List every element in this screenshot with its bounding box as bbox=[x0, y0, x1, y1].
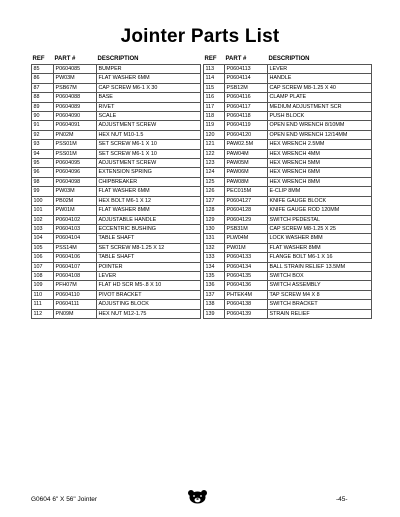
ref-cell: 132 bbox=[204, 243, 225, 252]
description-cell: SWITCH BRACKET bbox=[268, 300, 372, 309]
description-cell: EXTENSION SPRING bbox=[97, 168, 201, 177]
description-cell: LOCK WASHER 8MM bbox=[268, 234, 372, 243]
description-cell: FLAT HD SCR M5-.8 X 10 bbox=[97, 281, 201, 290]
table-row bbox=[204, 253, 372, 262]
table-row bbox=[204, 243, 372, 252]
description-cell: STRAIN RELIEF bbox=[268, 309, 372, 318]
table-row bbox=[204, 234, 372, 243]
description-cell: TABLE SHAFT bbox=[97, 253, 201, 262]
description-cell: FLAT WASHER 6MM bbox=[97, 74, 201, 83]
description-cell: HEX BOLT M6-1 X 12 bbox=[97, 196, 201, 205]
ref-cell: 129 bbox=[204, 215, 225, 224]
description-cell: FLAT WASHER 8MM bbox=[268, 243, 372, 252]
ref-cell: 93 bbox=[32, 140, 54, 149]
description-cell: ADJUSTMENT SCREW bbox=[97, 121, 201, 130]
description-header: DESCRIPTION bbox=[97, 56, 139, 63]
part-number-cell: P0604108 bbox=[54, 271, 97, 280]
part-number-cell: PN02M bbox=[54, 130, 97, 139]
part-number-cell: P0604098 bbox=[54, 177, 97, 186]
description-cell: SET SCREW M8-1.25 X 12 bbox=[97, 243, 201, 252]
part-number-cell: PAW05M bbox=[225, 159, 268, 168]
ref-cell: 134 bbox=[204, 262, 225, 271]
part-number-cell: P0604096 bbox=[54, 168, 97, 177]
part-number-cell: PSS01M bbox=[54, 140, 97, 149]
part-number-cell: P0604103 bbox=[54, 224, 97, 233]
table-row bbox=[32, 83, 201, 92]
description-cell: LEVER bbox=[268, 65, 372, 74]
part-number-cell: P0604107 bbox=[54, 262, 97, 271]
table-row bbox=[32, 206, 201, 215]
table-row bbox=[32, 74, 201, 83]
table-row bbox=[32, 93, 201, 102]
bear-logo-icon bbox=[187, 489, 208, 504]
part-number-cell: P0604129 bbox=[225, 215, 268, 224]
part-number-cell: P0604139 bbox=[225, 309, 268, 318]
part-number-cell: PN09M bbox=[54, 309, 97, 318]
ref-cell: 124 bbox=[204, 168, 225, 177]
part-number-cell: P0604095 bbox=[54, 159, 97, 168]
table-row bbox=[204, 309, 372, 318]
ref-cell: 128 bbox=[204, 206, 225, 215]
description-cell: CAP SCREW M8-1.25 X 40 bbox=[268, 83, 372, 92]
description-cell: CHIPBREAKER bbox=[97, 177, 201, 186]
ref-cell: 106 bbox=[32, 253, 54, 262]
table-row bbox=[32, 168, 201, 177]
part-number-cell: PAW02.5M bbox=[225, 140, 268, 149]
part-header: PART # bbox=[54, 56, 76, 63]
ref-cell: 98 bbox=[32, 177, 54, 186]
ref-cell: 123 bbox=[204, 159, 225, 168]
part-number-cell: P0604111 bbox=[54, 300, 97, 309]
ref-cell: 110 bbox=[32, 290, 54, 299]
part-number-cell: PB02M bbox=[54, 196, 97, 205]
ref-cell: 139 bbox=[204, 309, 225, 318]
table-row bbox=[204, 159, 372, 168]
ref-cell: 92 bbox=[32, 130, 54, 139]
part-number-cell: P0604114 bbox=[225, 74, 268, 83]
table-row bbox=[204, 281, 372, 290]
description-cell: PUSH BLOCK bbox=[268, 112, 372, 121]
table-row bbox=[32, 243, 201, 252]
table-row bbox=[32, 102, 201, 111]
parts-table-left bbox=[31, 55, 201, 319]
table-row bbox=[32, 130, 201, 139]
ref-cell: 126 bbox=[204, 187, 225, 196]
part-number-cell: P0604116 bbox=[225, 93, 268, 102]
part-number-cell: P0604117 bbox=[225, 102, 268, 111]
ref-cell: 109 bbox=[32, 281, 54, 290]
description-cell: HEX WRENCH 5MM bbox=[268, 159, 372, 168]
description-header: DESCRIPTION bbox=[268, 56, 310, 63]
table-row bbox=[32, 121, 201, 130]
table-row bbox=[204, 93, 372, 102]
part-number-cell: PLW04M bbox=[225, 234, 268, 243]
description-cell: FLAT WASHER 8MM bbox=[97, 206, 201, 215]
part-number-cell: P0604127 bbox=[225, 196, 268, 205]
table-row bbox=[204, 290, 372, 299]
description-cell: HEX NUT M12-1.75 bbox=[97, 309, 201, 318]
ref-cell: 88 bbox=[32, 93, 54, 102]
part-number-cell: P0604134 bbox=[225, 262, 268, 271]
table-row bbox=[32, 290, 201, 299]
part-number-cell: P0604090 bbox=[54, 112, 97, 121]
ref-cell: 133 bbox=[204, 253, 225, 262]
ref-header: REF bbox=[32, 56, 45, 63]
ref-cell: 131 bbox=[204, 234, 225, 243]
ref-cell: 114 bbox=[204, 74, 225, 83]
part-number-cell: PSS01M bbox=[54, 149, 97, 158]
part-number-cell: PAW06M bbox=[225, 168, 268, 177]
part-number-cell: PW01M bbox=[54, 206, 97, 215]
ref-cell: 137 bbox=[204, 290, 225, 299]
part-header: PART # bbox=[225, 56, 247, 63]
part-number-cell: PAW04M bbox=[225, 149, 268, 158]
ref-cell: 104 bbox=[32, 234, 54, 243]
ref-cell: 103 bbox=[32, 224, 54, 233]
description-cell: CAP SCREW M8-1.25 X 25 bbox=[268, 224, 372, 233]
description-cell: HEX WRENCH 4MM bbox=[268, 149, 372, 158]
part-number-cell: PEC015M bbox=[225, 187, 268, 196]
ref-cell: 138 bbox=[204, 300, 225, 309]
part-number-cell: PHTEK4M bbox=[225, 290, 268, 299]
table-row bbox=[32, 300, 201, 309]
ref-cell: 100 bbox=[32, 196, 54, 205]
table-row bbox=[204, 300, 372, 309]
description-cell: SET SCREW M6-1 X 10 bbox=[97, 149, 201, 158]
parts-table-right bbox=[203, 55, 372, 319]
ref-cell: 113 bbox=[204, 65, 225, 74]
footer-model: G0604 6" X 56" Jointer bbox=[31, 496, 98, 503]
ref-header: REF bbox=[204, 56, 217, 63]
description-cell: OPEN END WRENCH 12/14MM bbox=[268, 130, 372, 139]
table-row bbox=[204, 149, 372, 158]
part-number-cell: PW03M bbox=[54, 74, 97, 83]
table-row bbox=[32, 281, 201, 290]
page-title: Jointer Parts List bbox=[120, 26, 280, 47]
description-cell: HEX WRENCH 6MM bbox=[268, 168, 372, 177]
table-row bbox=[204, 187, 372, 196]
table-row bbox=[32, 187, 201, 196]
description-cell: SWITCH BOX bbox=[268, 271, 372, 280]
description-cell: SET SCREW M6-1 X 10 bbox=[97, 140, 201, 149]
ref-cell: 102 bbox=[32, 215, 54, 224]
description-cell: CAP SCREW M6-1 X 30 bbox=[97, 83, 201, 92]
page-number: -45- bbox=[336, 496, 348, 503]
ref-cell: 99 bbox=[32, 187, 54, 196]
description-cell: FLANGE BOLT M6-1 X 16 bbox=[268, 253, 372, 262]
table-row bbox=[32, 234, 201, 243]
table-row bbox=[32, 177, 201, 186]
ref-cell: 91 bbox=[32, 121, 54, 130]
table-row bbox=[204, 215, 372, 224]
ref-cell: 108 bbox=[32, 271, 54, 280]
part-number-cell: PAW08M bbox=[225, 177, 268, 186]
ref-cell: 94 bbox=[32, 149, 54, 158]
description-cell: ADJUSTABLE HANDLE bbox=[97, 215, 201, 224]
part-number-cell: P0604088 bbox=[54, 93, 97, 102]
part-number-cell: PSS14M bbox=[54, 243, 97, 252]
part-number-cell: P0604128 bbox=[225, 206, 268, 215]
table-header-row bbox=[204, 55, 372, 65]
table-row bbox=[204, 102, 372, 111]
description-cell: E-CLIP 8MM bbox=[268, 187, 372, 196]
ref-cell: 115 bbox=[204, 83, 225, 92]
ref-cell: 90 bbox=[32, 112, 54, 121]
table-row bbox=[32, 196, 201, 205]
description-cell: HANDLE bbox=[268, 74, 372, 83]
table-row bbox=[32, 65, 201, 74]
table-header-row bbox=[32, 55, 201, 65]
ref-cell: 96 bbox=[32, 168, 54, 177]
description-cell: BASE bbox=[97, 93, 201, 102]
description-cell: KNIFE GAUGE ROD 120MM bbox=[268, 206, 372, 215]
part-number-cell: P0604136 bbox=[225, 281, 268, 290]
part-number-cell: PSB31M bbox=[225, 224, 268, 233]
part-number-cell: P0604118 bbox=[225, 112, 268, 121]
description-cell: SWITCH ASSEMBLY bbox=[268, 281, 372, 290]
part-number-cell: P0604110 bbox=[54, 290, 97, 299]
table-row bbox=[204, 65, 372, 74]
part-number-cell: PSB12M bbox=[225, 83, 268, 92]
table-row bbox=[204, 196, 372, 205]
part-number-cell: PSB67M bbox=[54, 83, 97, 92]
ref-cell: 117 bbox=[204, 102, 225, 111]
table-row bbox=[32, 253, 201, 262]
table-row bbox=[32, 112, 201, 121]
part-number-cell: P0604119 bbox=[225, 121, 268, 130]
table-row bbox=[204, 83, 372, 92]
table-row bbox=[32, 215, 201, 224]
ref-cell: 111 bbox=[32, 300, 54, 309]
ref-cell: 87 bbox=[32, 83, 54, 92]
ref-cell: 112 bbox=[32, 309, 54, 318]
table-row bbox=[204, 140, 372, 149]
description-cell: SWITCH PEDESTAL bbox=[268, 215, 372, 224]
ref-cell: 105 bbox=[32, 243, 54, 252]
ref-cell: 122 bbox=[204, 149, 225, 158]
part-number-cell: P0604085 bbox=[54, 65, 97, 74]
part-number-cell: P0604089 bbox=[54, 102, 97, 111]
part-number-cell: P0604113 bbox=[225, 65, 268, 74]
ref-cell: 130 bbox=[204, 224, 225, 233]
ref-cell: 95 bbox=[32, 159, 54, 168]
part-number-cell: PW01M bbox=[225, 243, 268, 252]
description-cell: HEX NUT M10-1.5 bbox=[97, 130, 201, 139]
part-number-cell: P0604091 bbox=[54, 121, 97, 130]
table-row bbox=[204, 224, 372, 233]
ref-cell: 136 bbox=[204, 281, 225, 290]
part-number-cell: P0604138 bbox=[225, 300, 268, 309]
part-number-cell: P0604102 bbox=[54, 215, 97, 224]
description-cell: ECCENTRIC BUSHING bbox=[97, 224, 201, 233]
ref-cell: 135 bbox=[204, 271, 225, 280]
description-cell: TAP SCREW M4 X 8 bbox=[268, 290, 372, 299]
part-number-cell: P0604133 bbox=[225, 253, 268, 262]
ref-cell: 101 bbox=[32, 206, 54, 215]
description-cell: ADJUSTMENT SCREW bbox=[97, 159, 201, 168]
table-row bbox=[204, 262, 372, 271]
table-row bbox=[32, 149, 201, 158]
ref-cell: 119 bbox=[204, 121, 225, 130]
description-cell: LEVER bbox=[97, 271, 201, 280]
table-row bbox=[204, 177, 372, 186]
ref-cell: 120 bbox=[204, 130, 225, 139]
ref-cell: 121 bbox=[204, 140, 225, 149]
table-row bbox=[32, 140, 201, 149]
ref-cell: 85 bbox=[32, 65, 54, 74]
description-cell: KNIFE GAUGE BLOCK bbox=[268, 196, 372, 205]
part-number-cell: PW03M bbox=[54, 187, 97, 196]
part-number-cell: P0604106 bbox=[54, 253, 97, 262]
part-number-cell: P0604135 bbox=[225, 271, 268, 280]
ref-cell: 86 bbox=[32, 74, 54, 83]
table-row bbox=[204, 121, 372, 130]
ref-cell: 125 bbox=[204, 177, 225, 186]
table-row bbox=[204, 130, 372, 139]
description-cell: CLAMP PLATE bbox=[268, 93, 372, 102]
table-row bbox=[32, 271, 201, 280]
table-row bbox=[32, 224, 201, 233]
description-cell: PIVOT BRACKET bbox=[97, 290, 201, 299]
description-cell: TABLE SHAFT bbox=[97, 234, 201, 243]
table-row bbox=[204, 206, 372, 215]
part-number-cell: P0604120 bbox=[225, 130, 268, 139]
table-row bbox=[32, 262, 201, 271]
ref-cell: 107 bbox=[32, 262, 54, 271]
description-cell: MEDIUM ADJUSTMENT SCR bbox=[268, 102, 372, 111]
ref-cell: 89 bbox=[32, 102, 54, 111]
description-cell: POINTER bbox=[97, 262, 201, 271]
description-cell: FLAT WASHER 6MM bbox=[97, 187, 201, 196]
table-row bbox=[204, 271, 372, 280]
description-cell: OPEN END WRENCH 8/10MM bbox=[268, 121, 372, 130]
description-cell: SCALE bbox=[97, 112, 201, 121]
table-row bbox=[204, 74, 372, 83]
table-row bbox=[204, 112, 372, 121]
ref-cell: 118 bbox=[204, 112, 225, 121]
table-row bbox=[32, 159, 201, 168]
part-number-cell: P0604104 bbox=[54, 234, 97, 243]
description-cell: HEX WRENCH 8MM bbox=[268, 177, 372, 186]
ref-cell: 116 bbox=[204, 93, 225, 102]
description-cell: BALL STRAIN RELIEF 13.5MM bbox=[268, 262, 372, 271]
table-row bbox=[204, 168, 372, 177]
description-cell: HEX WRENCH 2.5MM bbox=[268, 140, 372, 149]
description-cell: BUMPER bbox=[97, 65, 201, 74]
description-cell: ADJUSTING BLOCK bbox=[97, 300, 201, 309]
part-number-cell: PFH07M bbox=[54, 281, 97, 290]
table-row bbox=[32, 309, 201, 318]
description-cell: RIVET bbox=[97, 102, 201, 111]
ref-cell: 127 bbox=[204, 196, 225, 205]
